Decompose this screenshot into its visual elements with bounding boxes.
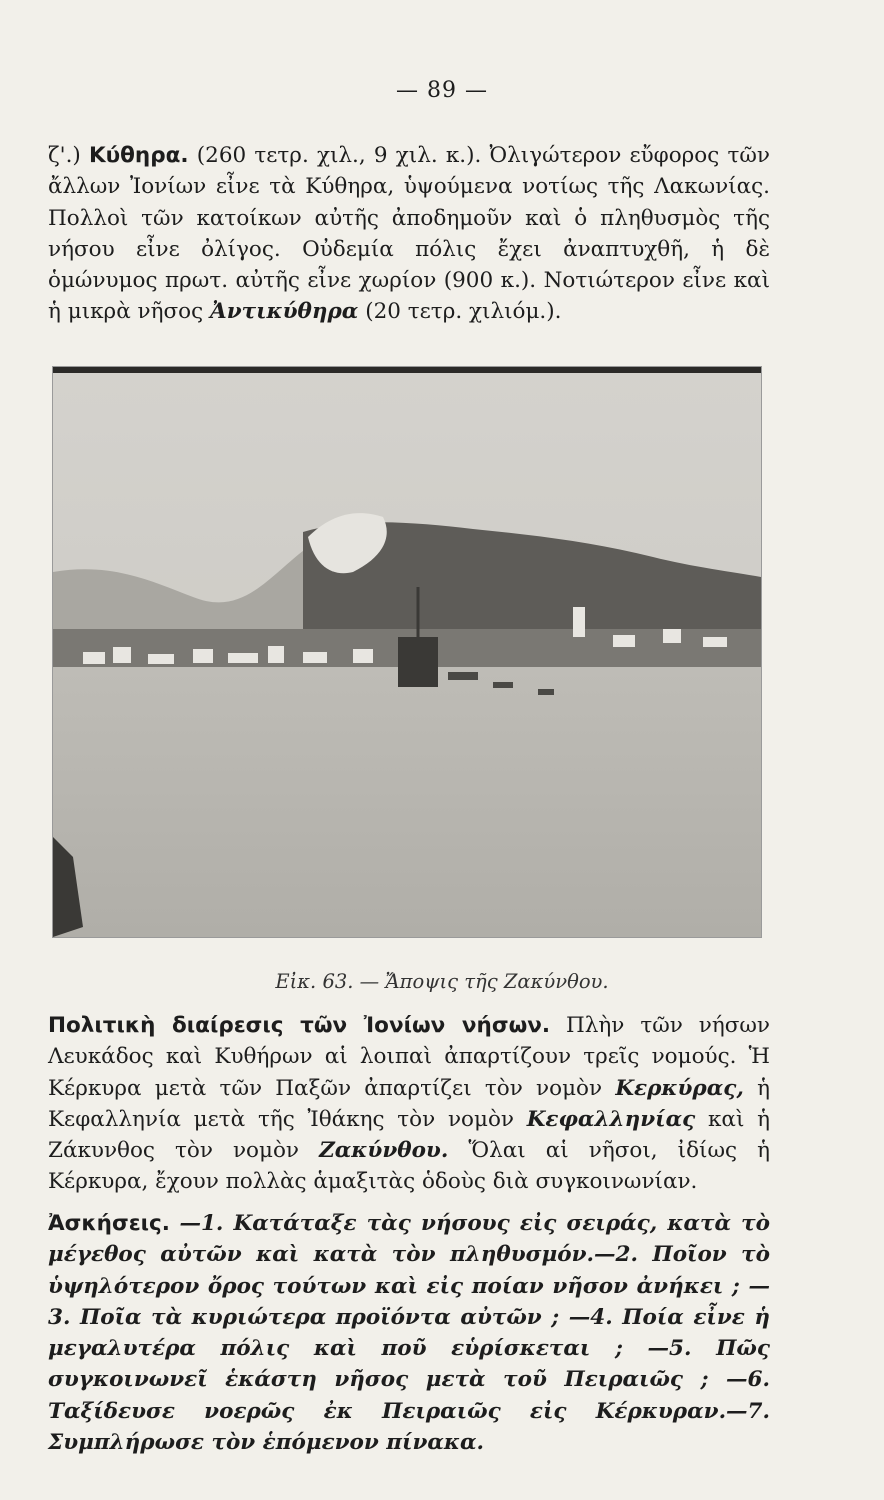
exercises-text: —1. Κατάταξε τὰς νήσους εἰς σειράς, κατὰ τὸ μέγεθος αὐτῶν καὶ κατὰ τὸν πληθυσμόν.—2. Ποῖον τὸ ὑψηλότερον ὄρος τούτων καὶ εἰς ποίαν νῆσον ἀνήκει ; —3. Ποῖα τὰ κυριώτερα προϊόντα αὐτῶν ; —4. Ποία εἶνε ἡ μεγαλυτέρα πόλις καὶ ποῦ εὑρίσκεται ; —5. Πῶς συγκοινωνεῖ ἑκάστη νῆσος μετὰ τοῦ Πειραιῶς ; —6. Ταξίδευσε νοερῶς ἐκ Πειραιῶς εἰς Κέρκυραν.—7. Συμπλήρωσε τὸν ἑπόμενον πίνακα. (48, 1211, 770, 1456)
zakynthos-photo (52, 366, 762, 938)
paragraph-text-1: Πλὴν τῶν νήσων Λευκάδος καὶ Κυθήρων αἱ λοιπαὶ ἀπαρτίζουν τρεῖς νομούς. Ἡ Κέρκυρα μετὰ τῶν Παξῶν ἀπαρτίζει τὸν νομὸν (48, 1013, 770, 1101)
page-number: — 89 — (396, 78, 488, 103)
prefecture-name-3: Ζακύνθου. (319, 1138, 449, 1164)
figure-caption: Εἰκ. 63. — Ἄποψις τῆς Ζακύνθου. (275, 970, 609, 993)
exercises-paragraph (48, 1208, 770, 1458)
island-name: Ἀντικύθηρα (210, 299, 359, 325)
kythera-paragraph (48, 140, 770, 328)
paragraph-text-3: καὶ ἡ Ζάκυνθος τὸν νομὸν (48, 1106, 771, 1164)
paragraph-text-end: (20 τετρ. χιλιόμ.). (365, 299, 562, 325)
paragraph-text-4: Ὅλαι αἱ νῆσοι, ἰδίως ἡ Κέρκυρα, ἔχουν πολλὰς ἁμαξιτὰς ὁδοὺς διὰ συγκοινωνίαν. (48, 1138, 770, 1195)
section-heading: Πολιτικὴ διαίρεσις τῶν Ἰονίων νήσων. (48, 1013, 551, 1038)
paragraph-text-2: ἡ Κεφαλληνία μετὰ τῆς Ἰθάκης τὸν νομὸν (48, 1075, 770, 1132)
prefecture-name-2: Κεφαλληνίας (526, 1106, 696, 1132)
section-title: Κύθηρα. (88, 143, 189, 168)
political-division-paragraph (48, 1010, 770, 1198)
section-label: ζ'.) (48, 143, 81, 168)
exercises-heading: Ἀσκήσεις. (48, 1211, 170, 1236)
paragraph-text: (260 τετρ. χιλ., 9 χιλ. κ.). Ὀλιγώτερον εὔφορος τῶν ἄλλων Ἰονίων εἶνε τὰ Κύθηρα, ὑψούμενα νοτίως τῆς Λακωνίας. Πολλοὶ τῶν κατοίκων αὐτῆς ἀποδημοῦν καὶ ὁ πληθυσμὸς τῆς νήσου εἶνε ὀλίγος. Οὐδεμία πόλις ἔχει ἀναπτυχθῆ, ἡ δὲ ὁμώνυμος πρωτ. αὐτῆς εἶνε χωρίον (900 κ.). Νοτιώτερον εἶνε καὶ ἡ μικρὰ νῆσος (48, 143, 770, 325)
prefecture-name-1: Κερκύρας, (615, 1075, 744, 1101)
